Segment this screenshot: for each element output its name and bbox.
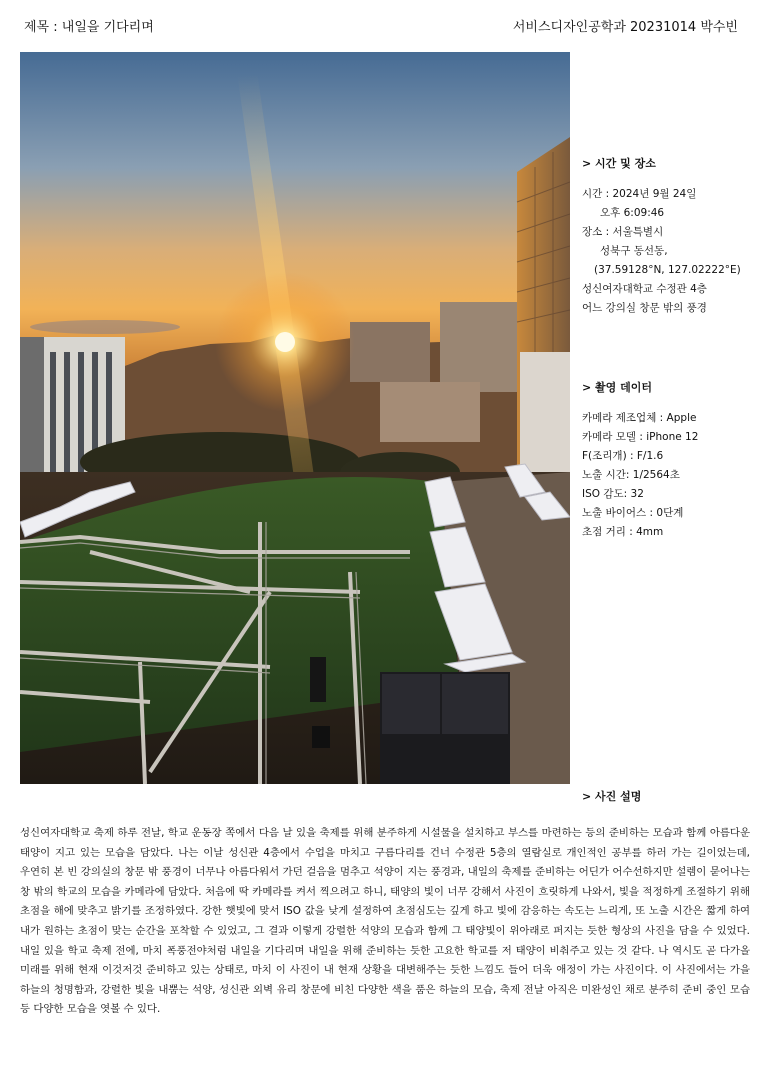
shoot-data-heading: > 촬영 데이터 bbox=[582, 381, 653, 394]
place-coordinates: (37.59128°N, 127.02222°E) bbox=[594, 264, 741, 276]
place-room: 어느 강의실 창문 밖의 풍경 bbox=[582, 302, 707, 314]
photo-description-text: 성신여자대학교 축제 하루 전날, 학교 운동장 쪽에서 다음 날 있을 축제를 위해 분주하게 시설물을 설치하고 부스를 마련하는 등의 준비하는 모습과 함께 아름다운 태양이 지고 있는 모습을 담았다. 나는 이날 성신관 4층에서 수업을 마치고 구름다리를 건너 수정관 5층의 열람실로 개인적인 공부를 하러 가는 길이었는데, 우연히 본 빈 강의실의 창문 밖 풍경이 너무나 아름다워서 가던 걸음을 멈추고 석양이 지는 풍경과, 내일의 축제를 준비하는 어딘가 어수선하지만 설렘이 묻어나는 창 밖의 학교의 모습을 카메라에 담았다. 처음에 딱 카메라를 켜서 찍으려고 하니, 태양의 빛이 너무 강해서 사진이 흐릿하게 나와서, 빛을 적정하게 조절하기 위해 초점을 해에 맞추고 밝기를 조정하였다. 강한 햇빛에 맞서 ISO 값을 낮게 설정하여 초점심도는 깊게 하고 빛에 감응하는 속도는 느리게, 또 노출 시간은 짧게 하여 내가 원하는 초점이 맞는 순간을 포착할 수 있었고, 그 결과 이렇게 강렬한 석양의 모습과 함께 그 태양빛이 위아래로 퍼지는 듯한 형상의 사진을 담을 수 있었다. 내일 있을 학교 축제 전에, 마치 폭풍전야처럼 내일을 기다리며 내일을 위해 준비하는 듯한 고요한 학교를 저 태양이 비춰주고 있는 것 같다. 나 역시도 곧 다가올 미래를 위해 현재 이것저것 준비하고 있는 상태로, 마치 이 사진이 내 현재 상황을 대변해주는 듯한 느낌도 들어 더욱 애정이 가는 사진이다. 이 사진에서는 가을 하늘의 청명함과, 강렬한 빛을 내뿜는 석양, 성신관 외벽 유리 창문에 비친 다양한 색을 품은 하늘의 모습, 축제 전날 아직은 미완성인 채로 분주히 준비 중인 모습 등 다양한 모습을 엿볼 수 있다. bbox=[20, 827, 750, 1016]
iso: ISO 감도: 32 bbox=[582, 488, 644, 500]
place-district: 성북구 동선동, bbox=[600, 245, 668, 257]
sunset-photo bbox=[20, 52, 570, 784]
exposure-time: 노출 시간: 1/2564초 bbox=[582, 469, 680, 481]
place-building: 성신여자대학교 수정관 4층 bbox=[582, 283, 707, 295]
time-clock: 오후 6:09:46 bbox=[600, 207, 665, 219]
page-title: 제목 : 내일을 기다리며 bbox=[24, 20, 154, 35]
focal-length: 초점 거리 : 4mm bbox=[582, 526, 664, 538]
time-place-heading: > 시간 및 장소 bbox=[582, 157, 656, 170]
place-city: 장소 : 서울특별시 bbox=[582, 226, 664, 238]
shoot-data-section bbox=[582, 378, 760, 542]
author-info: 서비스디자인공학과 20231014 박수빈 bbox=[512, 20, 738, 35]
aperture: F(조리개) : F/1.6 bbox=[582, 450, 664, 462]
photo-description-heading: > 사진 설명 bbox=[582, 790, 642, 803]
camera-maker: 카메라 제조업체 : Apple bbox=[582, 412, 697, 424]
camera-model: 카메라 모델 : iPhone 12 bbox=[582, 431, 699, 443]
exposure-bias: 노출 바이어스 : 0단계 bbox=[582, 507, 684, 519]
time-place-section bbox=[582, 154, 760, 318]
time-date: 시간 : 2024년 9월 24일 bbox=[582, 188, 697, 200]
